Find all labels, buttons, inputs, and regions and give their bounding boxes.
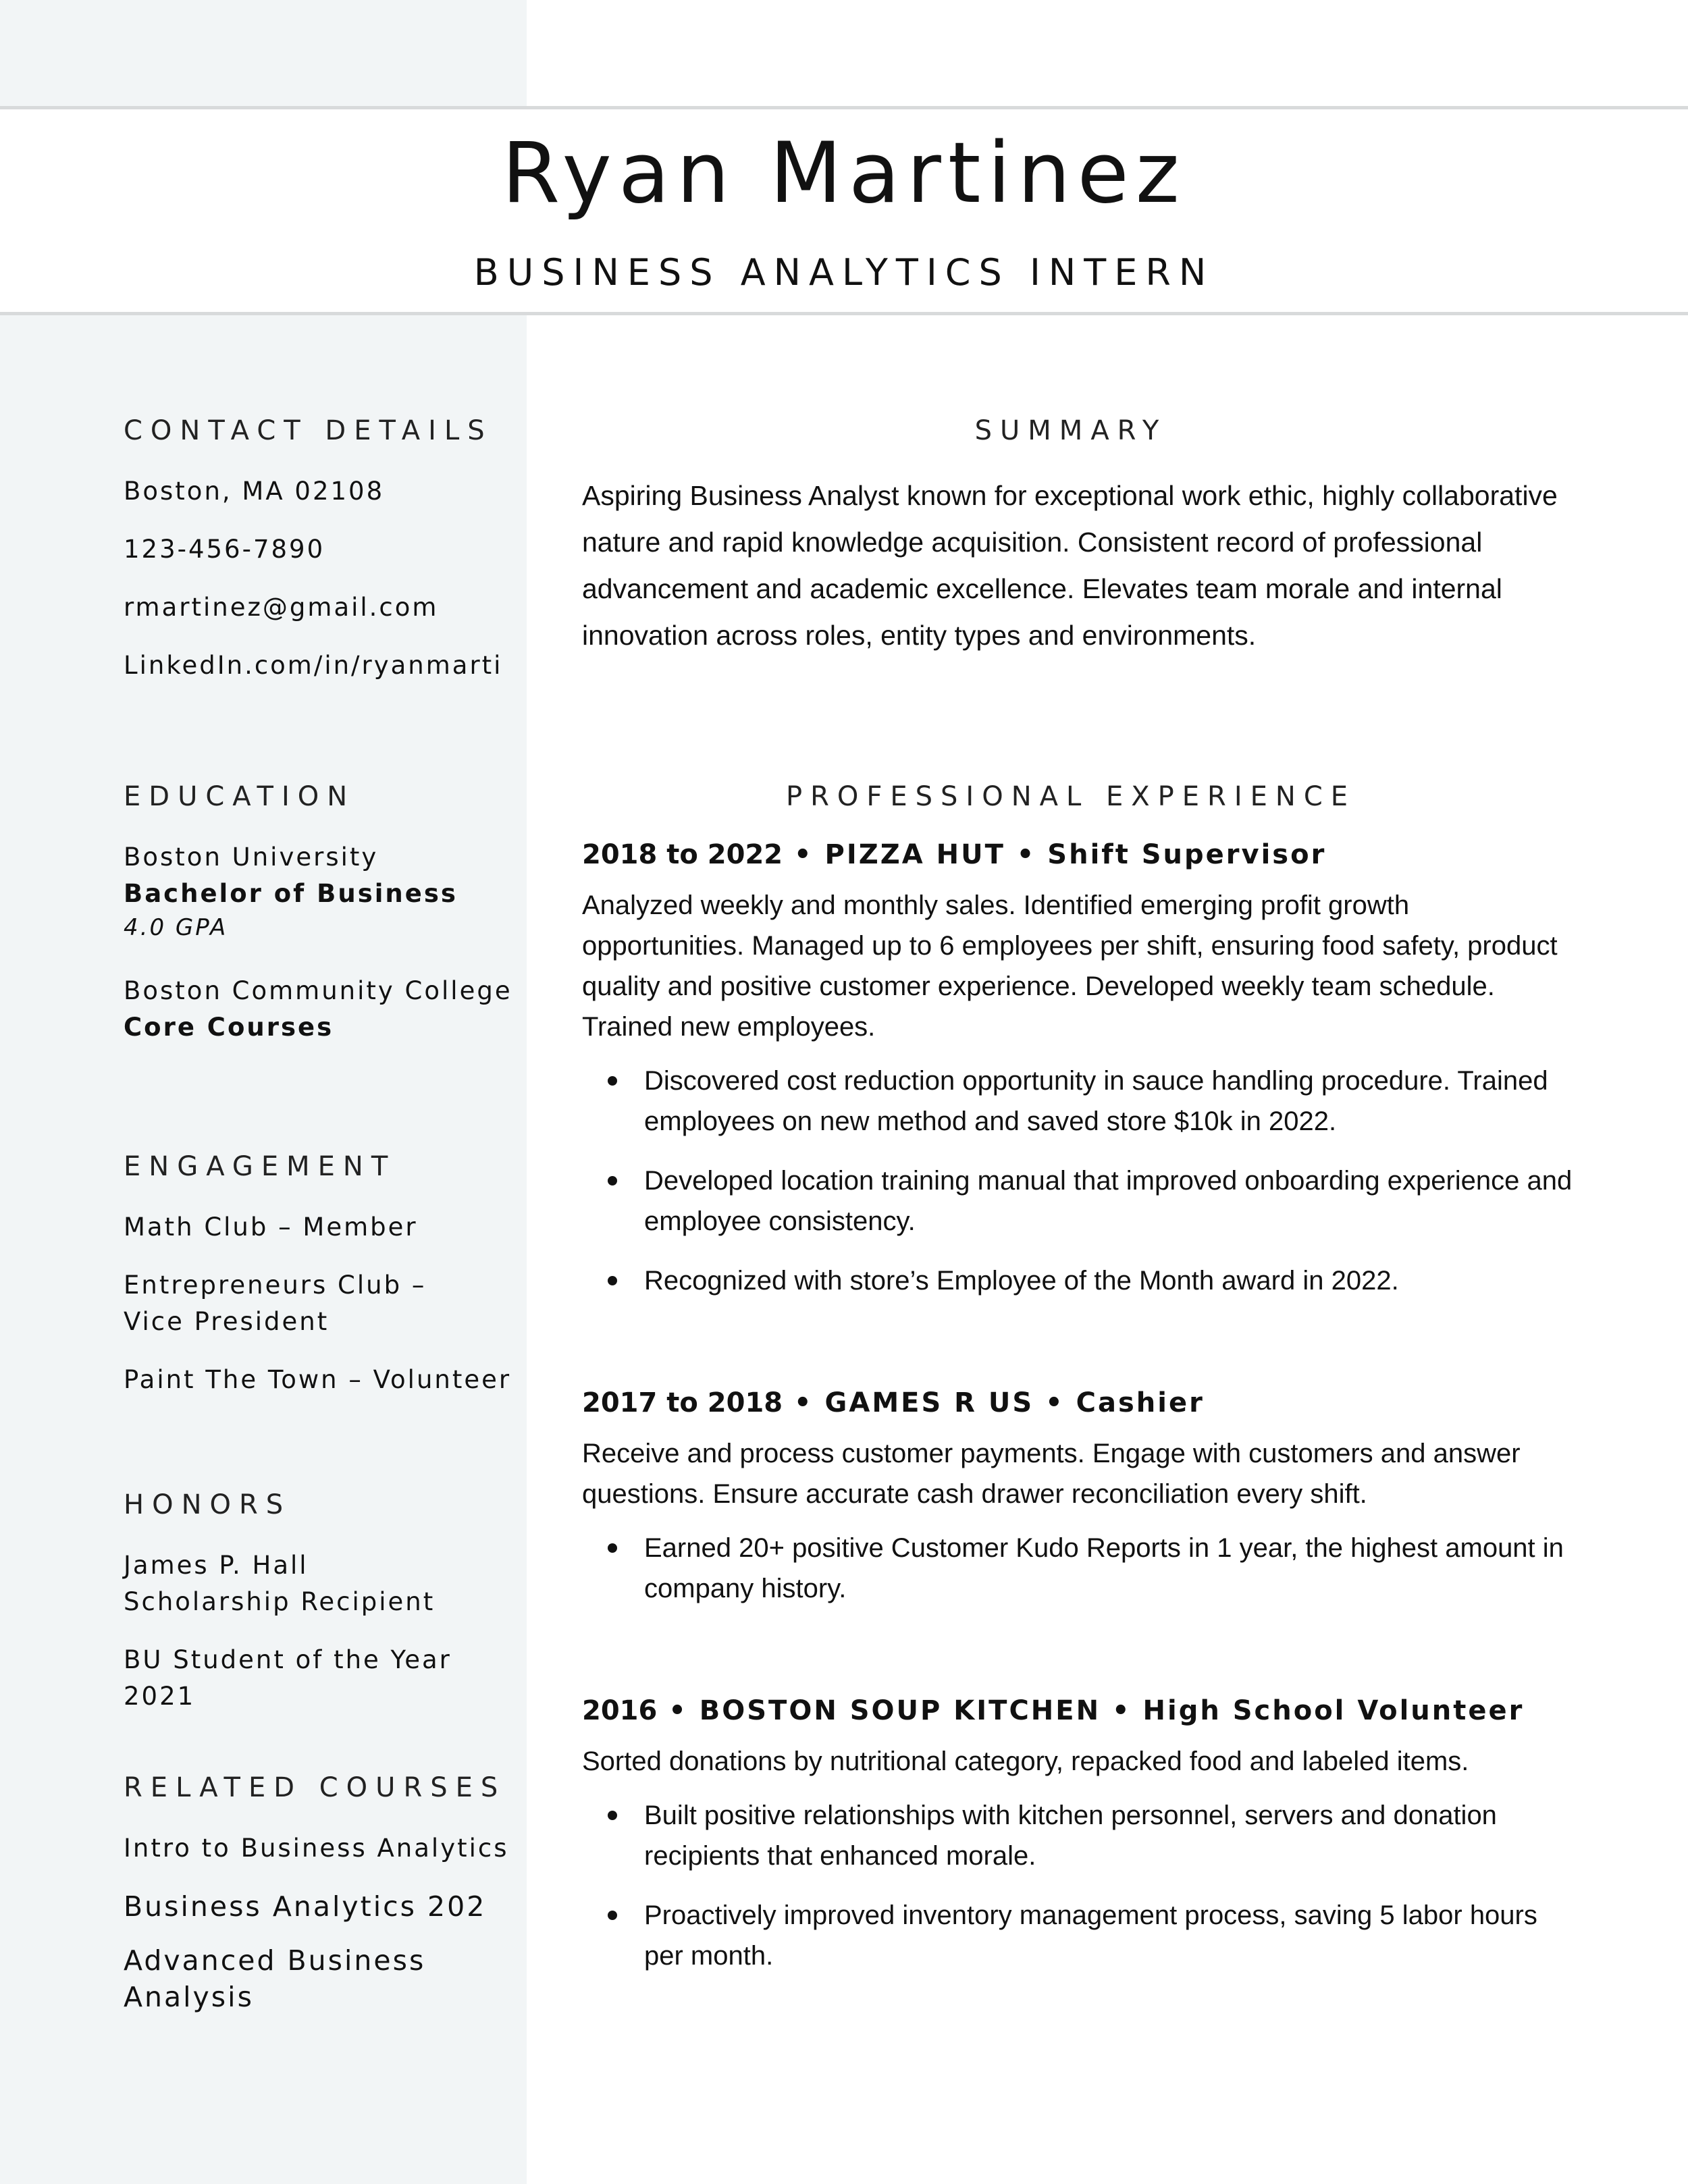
bullet-dot-icon — [608, 1811, 617, 1820]
school-name: Boston University — [124, 843, 379, 872]
school-name: Boston Community College — [124, 976, 512, 1005]
engagement-item: Math Club – Member — [124, 1213, 418, 1242]
job-years: 2017 to 2018 — [582, 1387, 783, 1418]
job-entry — [582, 839, 1575, 1320]
contact-linkedin: LinkedIn.com/in/ryanmarti — [124, 651, 503, 680]
job-description: Receive and process customer payments. Engage with customers and answer questions. Ensure accurate cash drawer reconciliation every shift. — [582, 1439, 1521, 1509]
courses-section — [124, 1772, 522, 2037]
engagement-item: Entrepreneurs Club – Vice President — [124, 1271, 427, 1336]
school-degree: Bachelor of Business — [124, 879, 458, 908]
bullet-dot-icon — [608, 1543, 617, 1553]
bullet-dot-icon — [608, 1176, 617, 1186]
job-entry — [582, 1695, 1575, 1995]
bullet-item — [582, 1528, 1575, 1609]
school-degree: Core Courses — [124, 1013, 334, 1042]
bullet-text: Developed location training manual that improved onboarding experience and employee consistency. — [644, 1166, 1573, 1236]
job-entry — [582, 1387, 1575, 1628]
candidate-name: Ryan Martinez — [502, 125, 1186, 222]
education-heading: EDUCATION — [124, 781, 356, 812]
engagement-section — [124, 1151, 522, 1420]
contact-section — [124, 415, 522, 705]
bullet-text: Earned 20+ positive Customer Kudo Reports in 1 year, the highest amount in company history. — [644, 1533, 1564, 1603]
job-description: Analyzed weekly and monthly sales. Identified emerging profit growth opportunities. Managed up to 6 employees per shift, ensuring food safety, product quality and positive customer experience. Developed weekly team schedule. Trained new employees. — [582, 890, 1558, 1042]
course-item: Intro to Business Analytics — [124, 1834, 509, 1863]
courses-heading: RELATED COURSES — [124, 1772, 506, 1803]
honor-item: James P. Hall Scholarship Recipient — [124, 1551, 436, 1616]
job-company: GAMES R US — [824, 1387, 1034, 1418]
bullet-item — [582, 1795, 1575, 1876]
candidate-title: BUSINESS ANALYTICS INTERN — [473, 251, 1215, 294]
summary-text: Aspiring Business Analyst known for exceptional work ethic, highly collaborative nature and rapid knowledge acquisition. Consistent record of professional advancement and academic excellence. Elevates team morale and internal innovation across roles, entity types and environments. — [582, 480, 1558, 651]
job-title-line: 2016 • BOSTON SOUP KITCHEN • High School Volunteer — [582, 1695, 1525, 1726]
contact-phone: 123-456-7890 — [124, 535, 325, 564]
job-role: Cashier — [1076, 1387, 1205, 1418]
education-item — [124, 973, 522, 1046]
bullet-text: Discovered cost reduction opportunity in sauce handling procedure. Trained employees on new method and saved store $10k in 2022. — [644, 1066, 1548, 1136]
course-item: Business Analytics 202 — [124, 1890, 487, 1923]
school-gpa: 4.0 GPA — [124, 914, 228, 941]
experience-heading: PROFESSIONAL EXPERIENCE — [785, 781, 1356, 812]
bullet-item — [582, 1895, 1575, 1976]
bullet-text: Recognized with store’s Employee of the Month award in 2022. — [644, 1266, 1399, 1296]
honors-section — [124, 1489, 522, 1736]
education-section — [124, 781, 522, 1046]
engagement-item: Paint The Town – Volunteer — [124, 1365, 512, 1394]
job-company: BOSTON SOUP KITCHEN — [699, 1695, 1101, 1726]
honors-heading: HONORS — [124, 1489, 292, 1520]
job-title-line: 2017 to 2018 • GAMES R US • Cashier — [582, 1387, 1205, 1418]
bullet-dot-icon — [608, 1076, 617, 1086]
bullet-item — [582, 1161, 1575, 1242]
bullet-text: Built positive relationships with kitchen personnel, servers and donation recipients that enhanced morale. — [644, 1801, 1497, 1871]
job-role: High School Volunteer — [1142, 1695, 1525, 1726]
bullet-text: Proactively improved inventory management process, saving 5 labor hours per month. — [644, 1900, 1537, 1971]
course-item: Advanced Business Analysis — [124, 1944, 426, 2013]
job-title-line: 2018 to 2022 • PIZZA HUT • Shift Supervisor — [582, 839, 1327, 870]
engagement-heading: ENGAGEMENT — [124, 1151, 396, 1182]
bullet-item — [582, 1260, 1575, 1301]
summary-heading: SUMMARY — [974, 415, 1167, 446]
job-bullets — [582, 1061, 1575, 1301]
job-bullets — [582, 1795, 1575, 1976]
education-item — [124, 839, 522, 943]
job-years: 2018 to 2022 — [582, 839, 783, 870]
bullet-item — [582, 1061, 1575, 1142]
contact-heading: CONTACT DETAILS — [124, 415, 493, 446]
job-bullets — [582, 1528, 1575, 1609]
bullet-dot-icon — [608, 1276, 617, 1285]
job-description: Sorted donations by nutritional category, repacked food and labeled items. — [582, 1747, 1469, 1776]
job-company: PIZZA HUT — [824, 839, 1005, 870]
contact-email: rmartinez@gmail.com — [124, 593, 439, 622]
job-years: 2016 — [582, 1695, 658, 1726]
bullet-dot-icon — [608, 1911, 617, 1920]
honor-item: BU Student of the Year 2021 — [124, 1645, 452, 1711]
job-role: Shift Supervisor — [1047, 839, 1327, 870]
contact-address: Boston, MA 02108 — [124, 477, 385, 506]
